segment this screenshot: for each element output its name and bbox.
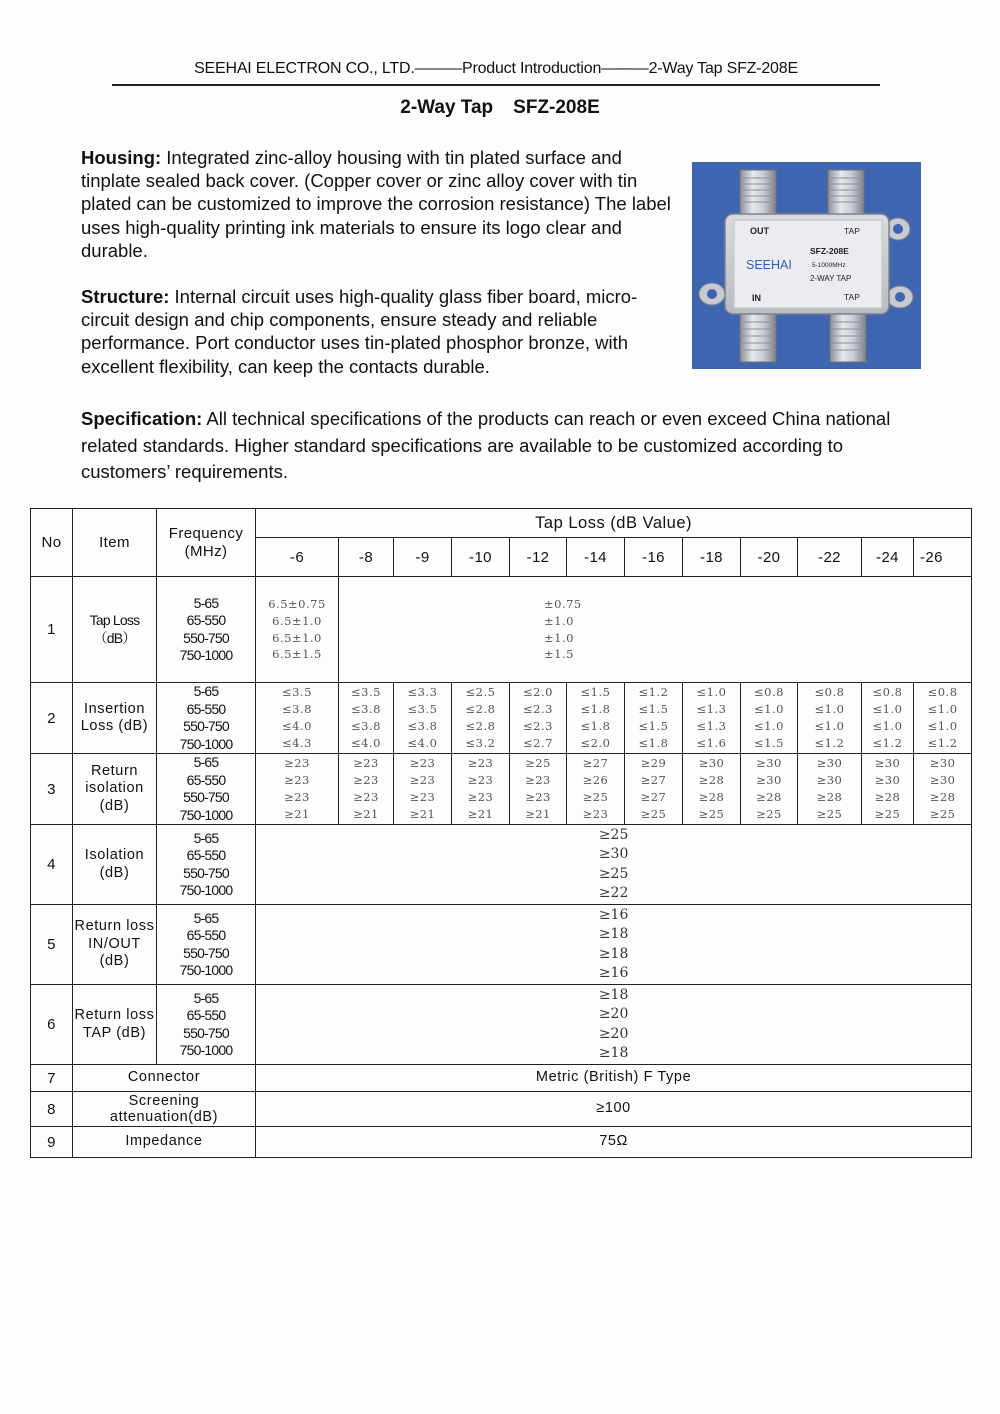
return-isolation-cell: ≥25 ≥23 ≥23 ≥21 <box>510 754 567 825</box>
tap-value-header: -26 <box>914 538 972 577</box>
row-no: 1 <box>31 577 73 683</box>
f-connector-out-icon <box>740 170 776 216</box>
insertion-loss-cell: ≤1.2 ≤1.5 ≤1.5 ≤1.8 <box>625 683 683 754</box>
tap-value-header: -9 <box>394 538 452 577</box>
tap-value-header: -22 <box>798 538 862 577</box>
row-no: 9 <box>31 1127 73 1158</box>
tap-value-header: -14 <box>567 538 625 577</box>
row-item: Connector <box>73 1065 256 1092</box>
tap-value-header: -6 <box>256 538 339 577</box>
tap-loss-tolerances: ±0.75 ±1.0 ±1.0 ±1.5 <box>339 577 972 683</box>
housing-paragraph <box>81 146 681 262</box>
row-item: Screening attenuation(dB) <box>73 1092 256 1127</box>
table-row-impedance <box>31 1127 972 1158</box>
insertion-loss-cell: ≤0.8 ≤1.0 ≤1.0 ≤1.5 <box>741 683 798 754</box>
table-row-tap-loss <box>31 577 972 683</box>
svg-text:SFZ-208E: SFZ-208E <box>810 246 849 256</box>
table-row-return-isolation <box>31 754 972 825</box>
table-row-insertion-loss <box>31 683 972 754</box>
f-connector-tap-bottom-icon <box>830 312 866 362</box>
tap-value-header: -16 <box>625 538 683 577</box>
insertion-loss-cell: ≤1.5 ≤1.8 ≤1.8 ≤2.0 <box>567 683 625 754</box>
specification-table <box>30 508 972 1158</box>
row-item: Return isolation (dB) <box>73 754 157 825</box>
specification-text: All technical specifications of the products can reach or even exceed China national related standards. Higher standard specifications are available to be customized according to customers’ requirements. <box>81 408 891 482</box>
header-item: Item <box>73 509 157 577</box>
insertion-loss-cell: ≤3.5 ≤3.8 ≤3.8 ≤4.0 <box>339 683 394 754</box>
insertion-loss-cell: ≤2.0 ≤2.3 ≤2.3 ≤2.7 <box>510 683 567 754</box>
return-isolation-cell: ≥23 ≥23 ≥23 ≥21 <box>256 754 339 825</box>
table-row-return-loss-in-out <box>31 905 972 985</box>
return-isolation-cell: ≥23 ≥23 ≥23 ≥21 <box>452 754 510 825</box>
housing-text: Integrated zinc-alloy housing with tin plated surface and tinplate sealed back cover. (Copper cover or zinc alloy cover with tin plated can be customized to improve the corrosion resistance) The label uses high-quality printing ink materials to ensure its logo clear and durable. <box>81 147 671 261</box>
insertion-loss-cell: ≤0.8 ≤1.0 ≤1.0 ≤1.2 <box>798 683 862 754</box>
impedance-value: 75Ω <box>256 1127 972 1158</box>
insertion-loss-cell: ≤1.0 ≤1.3 ≤1.3 ≤1.6 <box>683 683 741 754</box>
return-isolation-cell: ≥30 ≥30 ≥28 ≥25 <box>914 754 972 825</box>
product-photo <box>692 162 921 369</box>
row-no: 3 <box>31 754 73 825</box>
return-isolation-cell: ≥30 ≥28 ≥28 ≥25 <box>683 754 741 825</box>
svg-text:TAP: TAP <box>844 292 860 302</box>
two-way-tap-illustration <box>692 162 921 369</box>
row-item: Return loss TAP (dB) <box>73 985 157 1065</box>
specification-paragraph <box>81 406 911 486</box>
row-no: 7 <box>31 1065 73 1092</box>
row-item: Tap Loss （dB） <box>73 577 157 683</box>
insertion-loss-cell: ≤0.8 ≤1.0 ≤1.0 ≤1.2 <box>862 683 914 754</box>
tap-value-header: -10 <box>452 538 510 577</box>
structure-paragraph <box>81 285 681 378</box>
tap-value-header: -12 <box>510 538 567 577</box>
table-row-connector <box>31 1065 972 1092</box>
frequency-list: 5-65 65-550 550-750 750-1000 <box>157 985 256 1065</box>
header-frequency: Frequency (MHz) <box>157 509 256 577</box>
row-no: 5 <box>31 905 73 985</box>
frequency-list: 5-65 65-550 550-750 750-1000 <box>157 754 256 825</box>
svg-text:OUT: OUT <box>750 226 769 236</box>
f-connector-tap-top-icon <box>828 170 864 216</box>
table-row-return-loss-tap <box>31 985 972 1065</box>
frequency-list: 5-65 65-550 550-750 750-1000 <box>157 825 256 905</box>
header-no: No <box>31 509 73 577</box>
tap-value-header: -20 <box>741 538 798 577</box>
structure-text: Internal circuit uses high-quality glass fiber board, micro-circuit design and chip components, ensure steady and reliable performance. Port conductor uses tin-plated phosphor bronze, with excellent flexibility, can keep the contacts durable. <box>81 286 638 377</box>
specification-label: Specification: <box>81 408 203 429</box>
row-item: Return loss IN/OUT (dB) <box>73 905 157 985</box>
table-row-screening <box>31 1092 972 1127</box>
svg-text:5-1000MHz: 5-1000MHz <box>812 262 846 269</box>
f-connector-in-icon <box>740 312 776 362</box>
return-isolation-cell: ≥30 ≥30 ≥28 ≥25 <box>741 754 798 825</box>
title-model: SFZ-208E <box>513 97 600 118</box>
screening-value: ≥100 <box>256 1092 972 1127</box>
tap-loss-first-col: 6.5±0.75 6.5±1.0 6.5±1.0 6.5±1.5 <box>256 577 339 683</box>
svg-text:2-WAY TAP: 2-WAY TAP <box>810 274 852 283</box>
housing-label: Housing: <box>81 147 162 168</box>
table-row-isolation <box>31 825 972 905</box>
frequency-list: 5-65 65-550 550-750 750-1000 <box>157 683 256 754</box>
svg-text:IN: IN <box>752 293 761 303</box>
page-title <box>0 97 1000 119</box>
return-loss-in-out-values: ≥16 ≥18 ≥18 ≥16 <box>256 905 972 985</box>
svg-text:TAP: TAP <box>844 226 860 236</box>
running-header: SEEHAI ELECTRON CO., LTD.———Product Introduction———2-Way Tap SFZ-208E <box>194 60 798 77</box>
insertion-loss-cell: ≤3.3 ≤3.5 ≤3.8 ≤4.0 <box>394 683 452 754</box>
row-item: Insertion Loss (dB) <box>73 683 157 754</box>
insertion-loss-cell: ≤0.8 ≤1.0 ≤1.0 ≤1.2 <box>914 683 972 754</box>
row-no: 4 <box>31 825 73 905</box>
return-isolation-cell: ≥23 ≥23 ≥23 ≥21 <box>339 754 394 825</box>
return-isolation-cell: ≥29 ≥27 ≥27 ≥25 <box>625 754 683 825</box>
header-tap-loss-group: Tap Loss (dB Value) <box>256 509 972 538</box>
insertion-loss-cell: ≤2.5 ≤2.8 ≤2.8 ≤3.2 <box>452 683 510 754</box>
tap-value-header: -8 <box>339 538 394 577</box>
tap-value-header: -18 <box>683 538 741 577</box>
title-product-type: 2-Way Tap <box>400 97 494 118</box>
row-item: Isolation (dB) <box>73 825 157 905</box>
return-isolation-cell: ≥30 ≥30 ≥28 ≥25 <box>862 754 914 825</box>
tap-value-header: -24 <box>862 538 914 577</box>
return-isolation-cell: ≥27 ≥26 ≥25 ≥23 <box>567 754 625 825</box>
row-no: 6 <box>31 985 73 1065</box>
row-no: 8 <box>31 1092 73 1127</box>
header-divider <box>112 84 880 86</box>
return-loss-tap-values: ≥18 ≥20 ≥20 ≥18 <box>256 985 972 1065</box>
row-no: 2 <box>31 683 73 754</box>
connector-value: Metric (British) F Type <box>256 1065 972 1092</box>
return-isolation-cell: ≥30 ≥30 ≥28 ≥25 <box>798 754 862 825</box>
row-item: Impedance <box>73 1127 256 1158</box>
insertion-loss-cell: ≤3.5 ≤3.8 ≤4.0 ≤4.3 <box>256 683 339 754</box>
return-isolation-cell: ≥23 ≥23 ≥23 ≥21 <box>394 754 452 825</box>
svg-text:SEEHAI: SEEHAI <box>746 258 792 272</box>
frequency-list: 5-65 65-550 550-750 750-1000 <box>157 905 256 985</box>
frequency-list: 5-65 65-550 550-750 750-1000 <box>157 577 256 683</box>
header-row <box>31 509 972 538</box>
structure-label: Structure: <box>81 286 170 307</box>
isolation-values: ≥25 ≥30 ≥25 ≥22 <box>256 825 972 905</box>
